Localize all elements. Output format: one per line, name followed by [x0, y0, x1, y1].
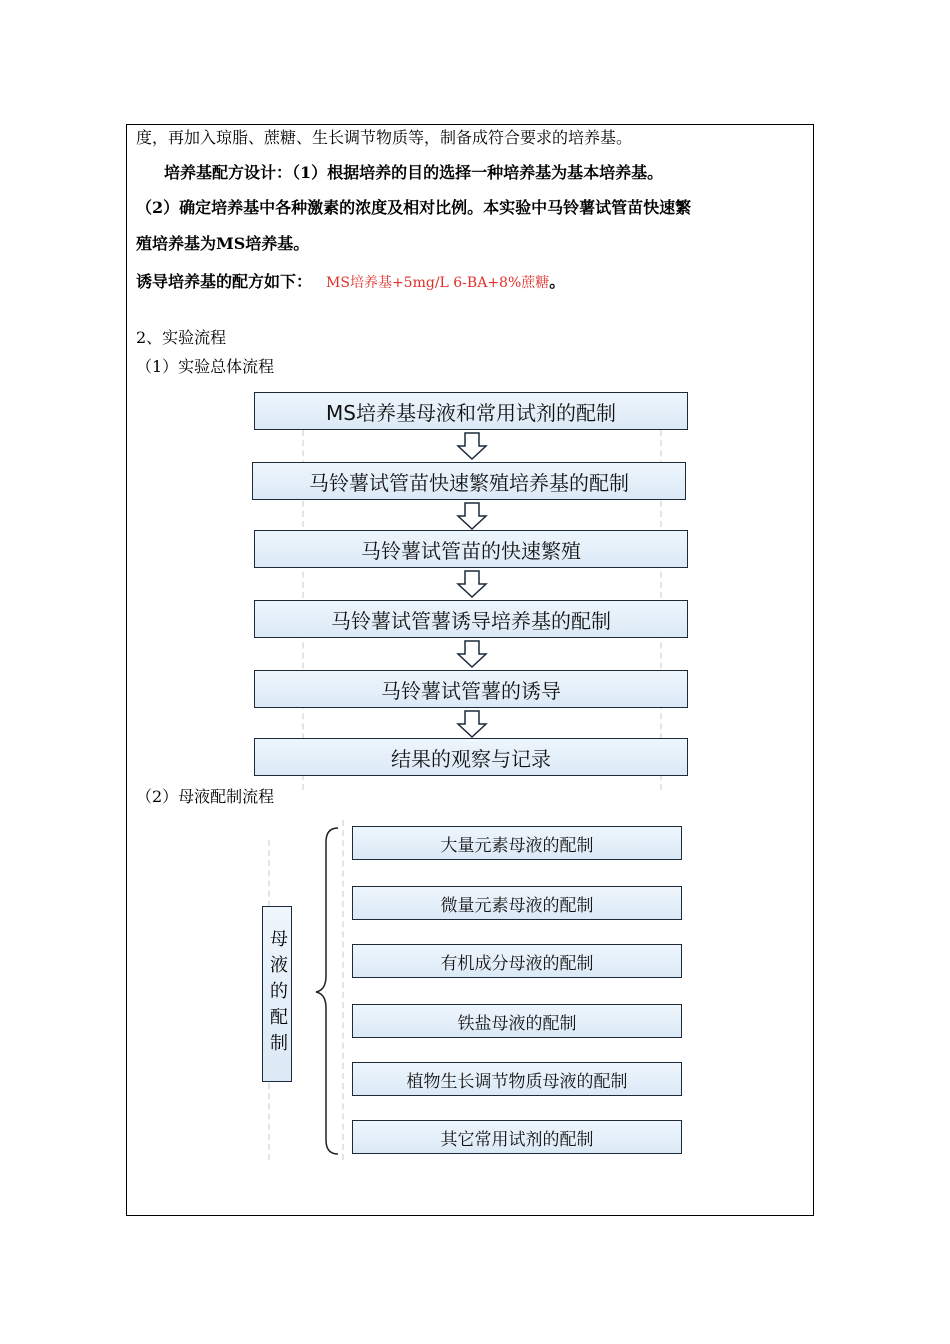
- flow-step-5: 马铃薯试管薯的诱导: [254, 670, 688, 708]
- formula-text: MS培养基+5mg/L 6-BA+8%蔗糖: [326, 275, 550, 291]
- curly-brace-icon: [312, 826, 342, 1156]
- section-title: 2、实验流程: [136, 328, 227, 347]
- paragraph-line-3: （2）确定培养基中各种激素的浓度及相对比例。本实验中马铃薯试管苗快速繁: [136, 198, 692, 217]
- stock-item-2: 微量元素母液的配制: [352, 886, 682, 920]
- flow-step-6: 结果的观察与记录: [254, 738, 688, 776]
- down-arrow-icon: [456, 640, 488, 668]
- down-arrow-icon: [456, 570, 488, 598]
- subsection-overall-flow: （1）实验总体流程: [136, 357, 275, 376]
- paragraph-line-4: 殖培养基为MS培养基。: [136, 234, 310, 253]
- guide-line: [342, 820, 344, 1160]
- stock-item-6: 其它常用试剂的配制: [352, 1120, 682, 1154]
- down-arrow-icon: [456, 710, 488, 738]
- stock-item-1: 大量元素母液的配制: [352, 826, 682, 860]
- stock-item-5: 植物生长调节物质母液的配制: [352, 1062, 682, 1096]
- flow-step-1: MS培养基母液和常用试剂的配制: [254, 392, 688, 430]
- flow-step-4: 马铃薯试管薯诱导培养基的配制: [254, 600, 688, 638]
- down-arrow-icon: [456, 432, 488, 460]
- flow-step-2: 马铃薯试管苗快速繁殖培养基的配制: [252, 462, 686, 500]
- subsection-stock-flow: （2）母液配制流程: [136, 787, 275, 806]
- paragraph-line-2: 培养基配方设计：（1）根据培养的目的选择一种培养基为基本培养基。: [164, 163, 664, 182]
- stock-item-4: 铁盐母液的配制: [352, 1004, 682, 1038]
- formula-label: 诱导培养基的配方如下：: [136, 272, 313, 291]
- formula-end: 。: [549, 272, 566, 291]
- paragraph-line-1: 度，再加入琼脂、蔗糖、生长调节物质等，制备成符合要求的培养基。: [136, 128, 633, 147]
- stock-item-3: 有机成分母液的配制: [352, 944, 682, 978]
- flow-step-3: 马铃薯试管苗的快速繁殖: [254, 530, 688, 568]
- stock-root-box: 母液的配制: [262, 906, 292, 1082]
- down-arrow-icon: [456, 502, 488, 530]
- paragraph-line-5: [136, 272, 565, 293]
